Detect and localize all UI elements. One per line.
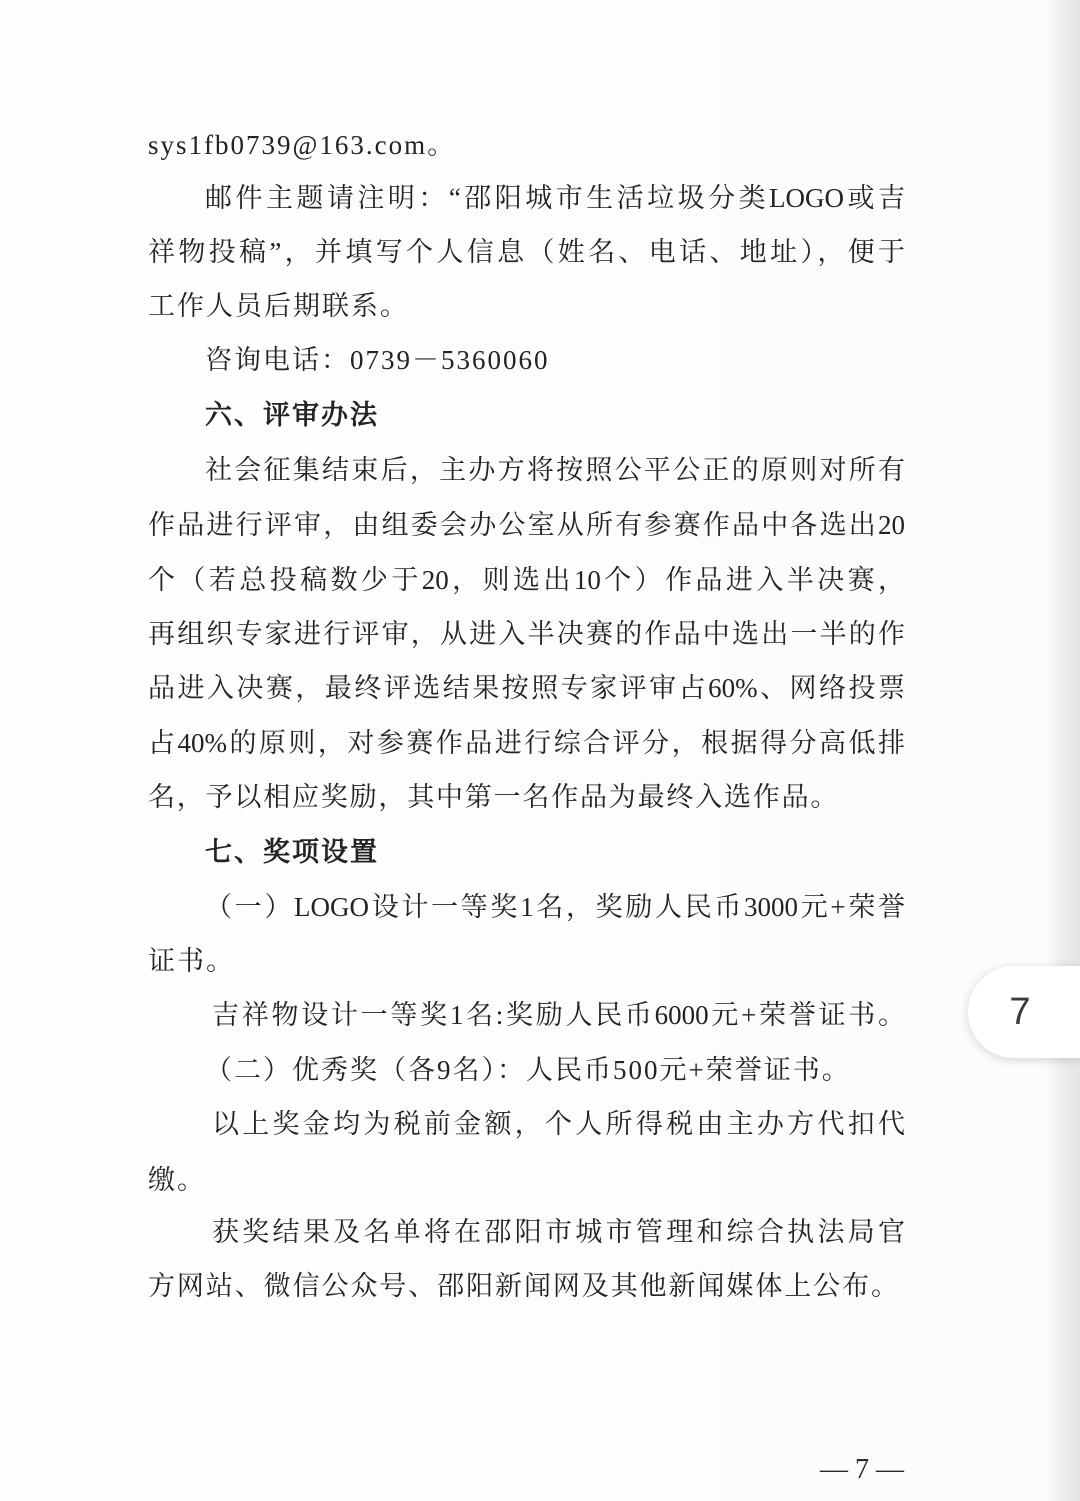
email-subject-instruction-line-1: 邮件主题请注明：“邵阳城市生活垃圾分类LOGO或吉: [205, 183, 905, 213]
email-subject-instruction-line-2: 祥物投稿”，并填写个人信息（姓名、电话、地址），便于: [148, 237, 905, 267]
announcement-line-2: 方网站、微信公众号、邵阳新闻网及其他新闻媒体上公布。: [148, 1271, 898, 1301]
logo-award-line-1: （一）LOGO设计一等奖1名，奖励人民币3000元+荣誉: [205, 892, 905, 922]
consultation-phone-line: 咨询电话：0739－5360060: [205, 345, 550, 375]
section-six-heading: 六、评审办法: [205, 400, 379, 430]
section-seven-heading: 七、奖项设置: [205, 837, 379, 867]
logo-award-line-2: 证书。: [148, 946, 235, 976]
section-six-paragraph-line-5: 品进入决赛，最终评选结果按照专家评审占60%、网络投票: [148, 673, 905, 703]
section-six-paragraph-line-4: 再组织专家进行评审，从进入半决赛的作品中选出一半的作: [148, 619, 905, 649]
page-indicator-number: 7: [1009, 991, 1031, 1033]
page-indicator-badge: [968, 966, 1080, 1058]
page-footer-number: — 7 —: [820, 1454, 904, 1485]
email-subject-instruction-line-3: 工作人员后期联系。: [148, 291, 409, 321]
section-six-paragraph-line-3: 个（若总投稿数少于20，则选出10个）作品进入半决赛，: [148, 565, 905, 595]
email-address-line: sys1fb0739@163.com。: [148, 130, 457, 160]
announcement-line-1: 获奖结果及名单将在邵阳市城市管理和综合执法局官: [212, 1217, 905, 1247]
section-six-paragraph-line-6: 占40%的原则，对参赛作品进行综合评分，根据得分高低排: [148, 728, 905, 758]
section-six-paragraph-line-1: 社会征集结束后，主办方将按照公平公正的原则对所有: [205, 455, 905, 485]
tax-note-line-2: 缴。: [148, 1165, 206, 1195]
mascot-award-line: 吉祥物设计一等奖1名:奖励人民币6000元+荣誉证书。: [212, 1000, 905, 1030]
excellence-award-line: （二）优秀奖（各9名）：人民币500元+荣誉证书。: [205, 1055, 851, 1085]
tax-note-line-1: 以上奖金均为税前金额，个人所得税由主办方代扣代: [212, 1109, 905, 1139]
section-six-paragraph-line-7: 名，予以相应奖励，其中第一名作品为最终入选作品。: [148, 782, 840, 812]
section-six-paragraph-line-2: 作品进行评审，由组委会办公室从所有参赛作品中各选出20: [148, 510, 905, 540]
